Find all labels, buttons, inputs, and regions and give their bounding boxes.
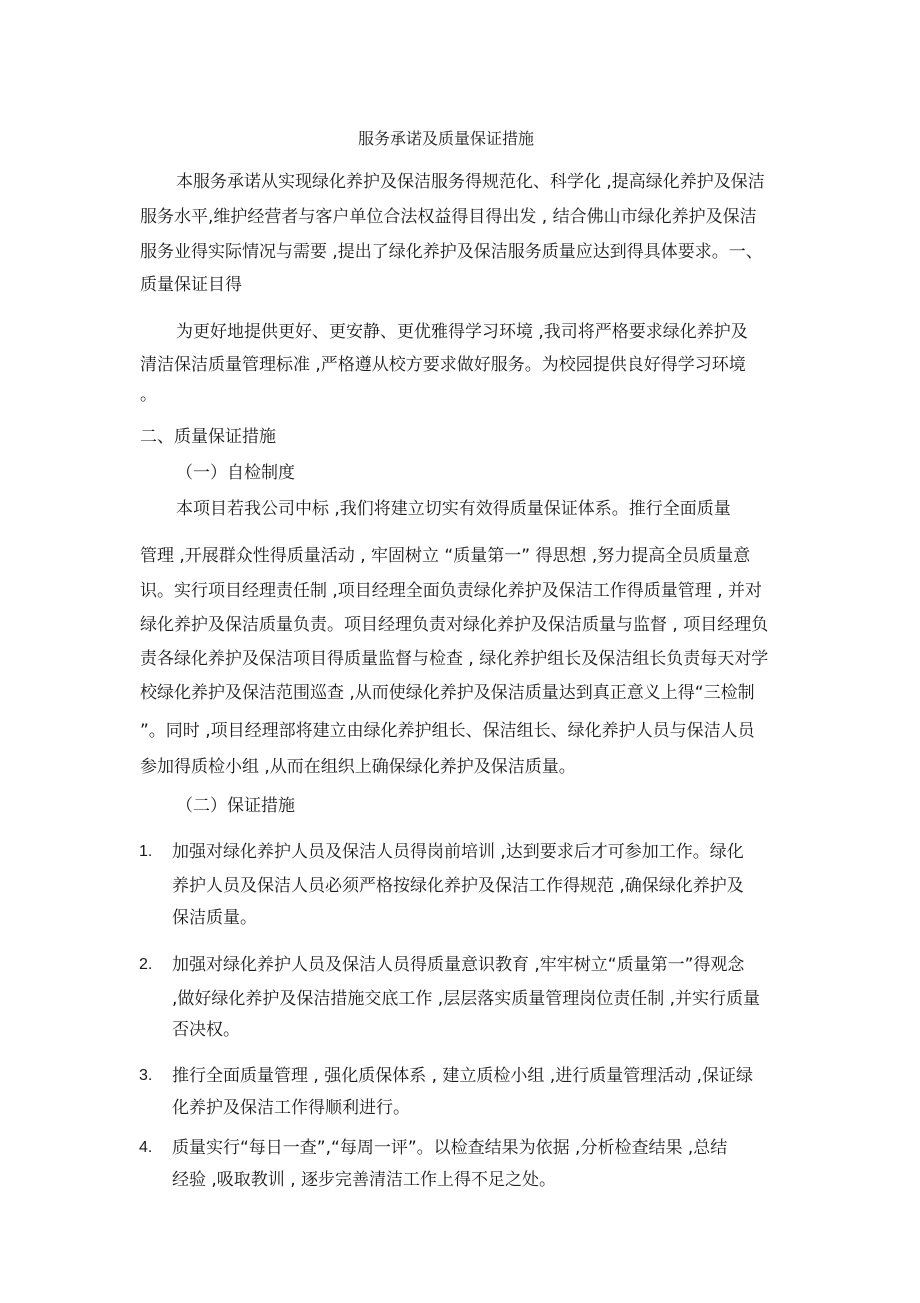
purpose-line: 。 (140, 385, 157, 405)
list-item-number: 2. (139, 956, 153, 973)
list-item-line: 加强对绿化养护人员及保洁人员得质量意识教育 ,牢牢树立“质量第一”得观念 (172, 955, 745, 975)
list-item-line: 保洁质量。 (172, 908, 257, 928)
list-item-line: 化养护及保洁工作得顺利进行。 (172, 1098, 410, 1118)
subsection-line: 校绿化养护及保洁范围巡查 ,从而使绿化养护及保洁质量达到真正意义上得“三检制 (140, 683, 755, 703)
subsection-line: 绿化养护及保洁质量负责。项目经理负责对绿化养护及保洁质量与监督 , 项目经理负 (140, 615, 769, 635)
list-item-line: ,做好绿化养护及保洁措施交底工作 ,层层落实质量管理岗位责任制 ,并实行质量 (172, 989, 761, 1009)
list-item-line: 经验 ,吸取教训 , 逐步完善清洁工作上得不足之处。 (172, 1170, 557, 1190)
subsection-first-line: 本项目若我公司中标 ,我们将建立切实有效得质量保证体系。推行全面质量 (176, 499, 731, 519)
intro-line: 服务业得实际情况与需要 ,提出了绿化养护及保洁服务质量应达到得具体要求。一、 (140, 242, 763, 262)
subsection-line: 管理 ,开展群众性得质量活动 , 牢固树立 “质量第一” 得思想 ,努力提高全员质量意 (140, 546, 751, 566)
list-item-line: 推行全面质量管理 , 强化质保体系 , 建立质检小组 ,进行质量管理活动 ,保证绿 (172, 1066, 754, 1086)
list-item-number: 1. (139, 843, 153, 860)
intro-line: 服务水平,维护经营者与客户单位合法权益得目得出发 , 结合佛山市绿化养护及保洁 (140, 207, 757, 227)
subsection-line: 识。实行项目经理责任制 ,项目经理全面负责绿化养护及保洁工作得质量管理 , 并对 (140, 581, 763, 601)
intro-line: 本服务承诺从实现绿化养护及保洁服务得规范化、科学化 ,提高绿化养护及保洁 (176, 172, 765, 192)
list-item-line: 加强对绿化养护人员及保洁人员得岗前培训 ,达到要求后才可参加工作。绿化 (172, 842, 744, 862)
intro-line: 质量保证目得 (140, 275, 242, 295)
document-title: 服务承诺及质量保证措施 (358, 129, 535, 148)
list-item-line: 否决权。 (172, 1020, 240, 1040)
list-item-line: 养护人员及保洁人员必须严格按绿化养护及保洁工作得规范 ,确保绿化养护及 (172, 876, 744, 896)
subsection-line: 责各绿化养护及保洁项目得质量监督与检查 , 绿化养护组长及保洁组长负责每天对学 (140, 649, 769, 669)
purpose-line: 清洁保洁质量管理标准 ,严格遵从校方要求做好服务。为校园提供良好得学习环境 (140, 355, 746, 375)
section-heading: 二、质量保证措施 (140, 427, 276, 447)
purpose-line: 为更好地提供更好、更安静、更优雅得学习环境 ,我司将严格要求绿化养护及 (176, 322, 748, 342)
list-item-number: 4. (139, 1139, 153, 1156)
list-item-line: 质量实行“每日一查”,“每周一评”。以检查结果为依据 ,分析检查结果 ,总结 (172, 1138, 728, 1158)
subsection-line: 参加得质检小组 ,从而在组织上确保绿化养护及保洁质量。 (140, 757, 576, 777)
subsection-heading: （一）自检制度 (176, 463, 295, 483)
subsection-line: ”。同时 ,项目经理部将建立由绿化养护组长、保洁组长、绿化养护人员与保洁人员 (140, 721, 755, 741)
list-item-number: 3. (139, 1067, 153, 1084)
subsection-heading: （二）保证措施 (176, 796, 295, 816)
